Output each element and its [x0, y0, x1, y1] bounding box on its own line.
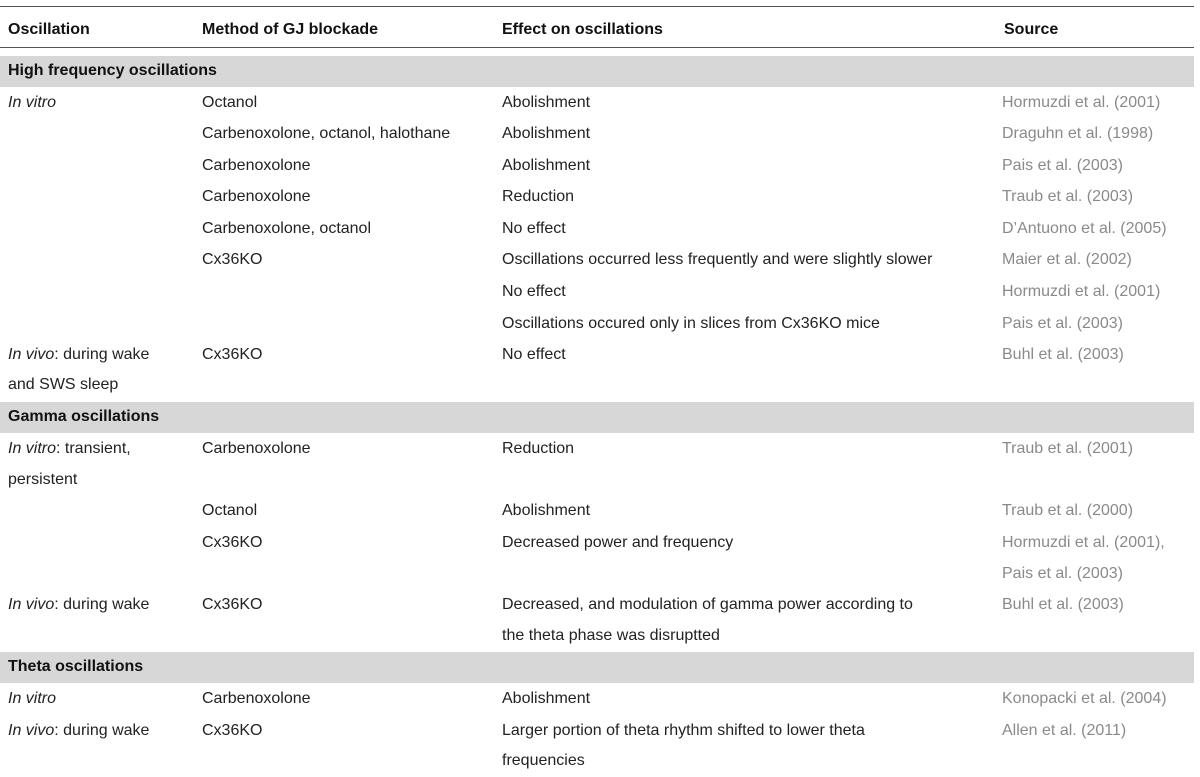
header-source: Source	[1004, 21, 1059, 38]
oscillation-cell: In vitro	[8, 690, 57, 707]
method-cell: Octanol	[202, 94, 258, 111]
effect-cell: Reduction	[502, 440, 575, 457]
effect-cell: No effect	[502, 283, 566, 300]
section-theta	[0, 652, 1194, 683]
source-cell: Buhl et al. (2003)	[1002, 346, 1124, 363]
section-high-frequency	[0, 56, 1194, 87]
source-cell: Hormuzdi et al. (2001)	[1002, 94, 1161, 111]
oscillation-italic: In vivo	[8, 722, 55, 739]
section-title: Gamma oscillations	[8, 408, 160, 425]
effect-cell: No effect	[502, 346, 566, 363]
method-cell: Carbenoxolone	[202, 440, 311, 457]
source-cell: Konopacki et al. (2004)	[1002, 690, 1167, 707]
method-cell: Carbenoxolone, octanol	[202, 220, 372, 237]
method-cell: Cx36KO	[202, 534, 263, 551]
oscillation-cell	[8, 715, 149, 746]
effect-cell-line2: frequencies	[502, 752, 585, 769]
source-cell: Buhl et al. (2003)	[1002, 596, 1124, 613]
source-cell: D’Antuono et al. (2005)	[1002, 220, 1167, 237]
source-cell: Hormuzdi et al. (2001),	[1002, 534, 1165, 551]
source-cell-line2: Pais et al. (2003)	[1002, 565, 1123, 582]
source-cell: Traub et al. (2000)	[1002, 502, 1134, 519]
oscillation-italic: In vivo	[8, 346, 55, 363]
effect-cell: Abolishment	[502, 690, 591, 707]
header-method: Method of GJ blockade	[202, 21, 379, 38]
oscillation-rest: : during wake	[54, 346, 150, 363]
header-oscillation: Oscillation	[8, 21, 90, 38]
method-cell: Carbenoxolone	[202, 157, 311, 174]
oscillation-rest: : transient,	[56, 440, 131, 457]
oscillation-cell	[8, 433, 131, 464]
method-cell: Carbenoxolone, octanol, halothane	[202, 125, 451, 142]
effect-cell: Abolishment	[502, 157, 591, 174]
method-cell: Carbenoxolone	[202, 690, 311, 707]
method-cell: Cx36KO	[202, 346, 263, 363]
effect-cell: Abolishment	[502, 125, 591, 142]
oscillation-rest: : during wake	[54, 596, 150, 613]
effect-cell: Larger portion of theta rhythm shifted to lower theta	[502, 722, 865, 739]
source-cell: Pais et al. (2003)	[1002, 157, 1123, 174]
effect-cell: Oscillations occurred less frequently and were slightly slower	[502, 251, 933, 268]
source-cell: Traub et al. (2001)	[1002, 440, 1134, 457]
method-cell: Octanol	[202, 502, 258, 519]
effect-cell-line2: the theta phase was disruptted	[502, 627, 720, 644]
effect-cell: Abolishment	[502, 502, 591, 519]
section-title: Theta oscillations	[8, 658, 144, 675]
effect-cell: Reduction	[502, 188, 575, 205]
oscillation-cell-line2: and SWS sleep	[8, 376, 119, 393]
oscillation-italic: In vitro	[8, 440, 57, 457]
method-cell: Carbenoxolone	[202, 188, 311, 205]
effect-cell: Decreased, and modulation of gamma power according to	[502, 596, 913, 613]
section-gamma	[0, 402, 1194, 433]
oscillation-italic: In vivo	[8, 596, 55, 613]
method-cell: Cx36KO	[202, 722, 263, 739]
section-title: High frequency oscillations	[8, 62, 217, 79]
source-cell: Pais et al. (2003)	[1002, 315, 1123, 332]
oscillation-cell	[8, 339, 149, 370]
oscillation-cell: In vitro	[8, 94, 57, 111]
table-top-rule	[0, 6, 1194, 7]
source-cell: Hormuzdi et al. (2001)	[1002, 283, 1161, 300]
header-effect: Effect on oscillations	[502, 21, 663, 38]
effect-cell: No effect	[502, 220, 566, 237]
table-header-row	[0, 14, 1194, 48]
source-cell: Maier et al. (2002)	[1002, 251, 1132, 268]
effect-cell: Decreased power and frequency	[502, 534, 734, 551]
effect-cell: Oscillations occured only in slices from Cx36KO mice	[502, 315, 880, 332]
method-cell: Cx36KO	[202, 596, 263, 613]
oscillation-cell-line2: persistent	[8, 471, 78, 488]
source-cell: Allen et al. (2011)	[1002, 722, 1127, 739]
oscillation-cell	[8, 589, 149, 620]
source-cell: Traub et al. (2003)	[1002, 188, 1134, 205]
method-cell: Cx36KO	[202, 251, 263, 268]
effect-cell: Abolishment	[502, 94, 591, 111]
oscillation-rest: : during wake	[54, 722, 150, 739]
source-cell: Draguhn et al. (1998)	[1002, 125, 1154, 142]
